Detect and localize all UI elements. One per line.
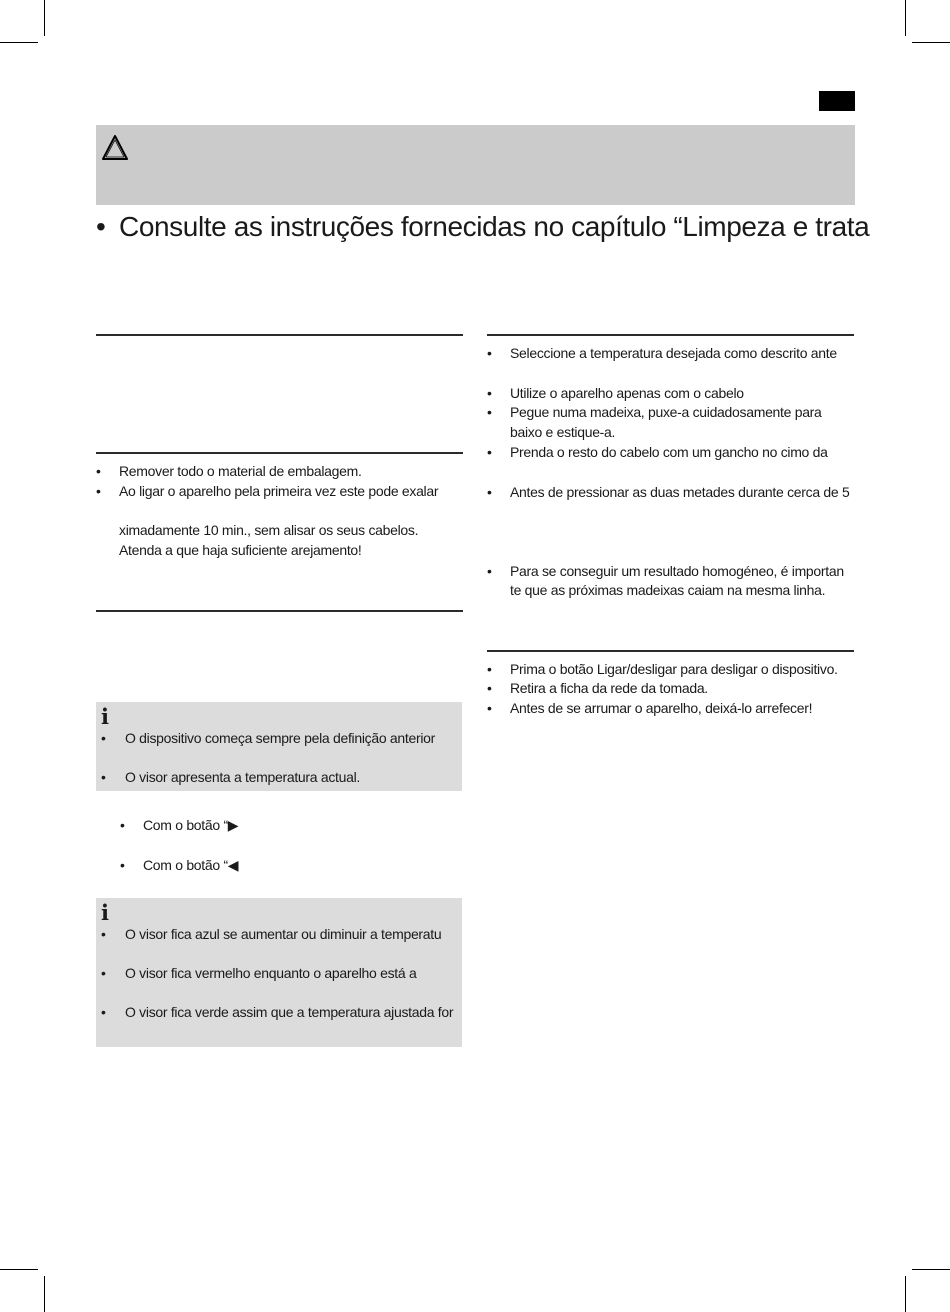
crop-mark [0,1269,38,1270]
list-item-continuation: Atenda a que haja suficiente arejamento! [119,542,362,558]
bullet: • [101,730,106,746]
list-item: Utilize o aparelho apenas com o cabelo [510,385,744,401]
list-item: Antes de pressionar as duas metades durante cerca de 5 [510,484,850,500]
list-item: Prima o botão Ligar/desligar para desligar o dispositivo. [510,661,838,677]
bullet: • [96,463,101,479]
note-item: O visor fica vermelho enquanto o aparelho está a [125,965,417,981]
bullet: • [120,817,125,833]
list-item: Ao ligar o aparelho pela primeira vez este pode exalar [119,483,439,499]
bullet: • [487,484,492,500]
section-rule [96,452,463,454]
bullet: • [101,926,106,942]
list-item: Antes de se arrumar o aparelho, deixá-lo arrefecer! [510,700,813,716]
crop-mark [905,0,906,36]
section-rule [487,650,854,652]
note-item: O visor fica verde assim que a temperatura ajustada for [125,1004,454,1020]
intro-text: Consulte as instruções fornecidas no capítulo “Limpeza e trata [119,211,870,242]
list-item-continuation: ximadamente 10 min., sem alisar os seus cabelos. [119,522,419,538]
list-item-continuation: baixo e estique-a. [510,424,616,440]
bullet: • [487,661,492,677]
bullet: • [101,1004,106,1020]
section-rule [487,334,854,336]
info-note [96,702,462,791]
list-item: Pegue numa madeixa, puxe-a cuidadosamente para [510,404,822,420]
list-item: Remover todo o material de embalagem. [119,463,362,479]
list-item: Com o botão “◀ [143,857,239,873]
section-rule [96,610,463,612]
bullet: • [487,345,492,361]
bullet: • [96,483,101,499]
note-item: O visor fica azul se aumentar ou diminuir a temperatu [125,926,442,942]
info-icon: i [101,900,109,925]
bullet: • [487,700,492,716]
language-tab [819,91,855,111]
intro-bullet: • Consulte as instruções fornecidas no capítulo “Limpeza e trata [96,211,870,242]
bullet: • [101,769,106,785]
bullet: • [487,404,492,420]
list-item-continuation: te que as próximas madeixas caiam na mesma linha. [510,582,826,598]
section-rule [96,334,463,336]
info-note [96,898,462,1047]
list-item: Com o botão “▶ [143,817,239,833]
crop-mark [44,0,45,36]
info-icon: i [101,704,109,729]
list-item: Para se conseguir um resultado homogéneo, é importan [510,563,844,579]
bullet: • [487,385,492,401]
bullet: • [101,965,106,981]
crop-mark [912,42,950,43]
bullet: • [487,680,492,696]
note-item: O visor apresenta a temperatura actual. [125,769,360,785]
crop-mark [905,1276,906,1312]
bullet: • [487,563,492,579]
warning-box [96,125,855,205]
list-item: Retira a ficha da rede da tomada. [510,680,708,696]
crop-mark [44,1276,45,1312]
note-item: O dispositivo começa sempre pela definição anterior [125,730,435,746]
bullet: • [120,857,125,873]
crop-mark [912,1269,950,1270]
list-item: Prenda o resto do cabelo com um gancho no cimo da [510,444,828,460]
bullet: • [487,444,492,460]
warning-triangle-icon [100,133,130,163]
crop-mark [0,42,38,43]
list-item: Seleccione a temperatura desejada como descrito ante [510,345,837,361]
